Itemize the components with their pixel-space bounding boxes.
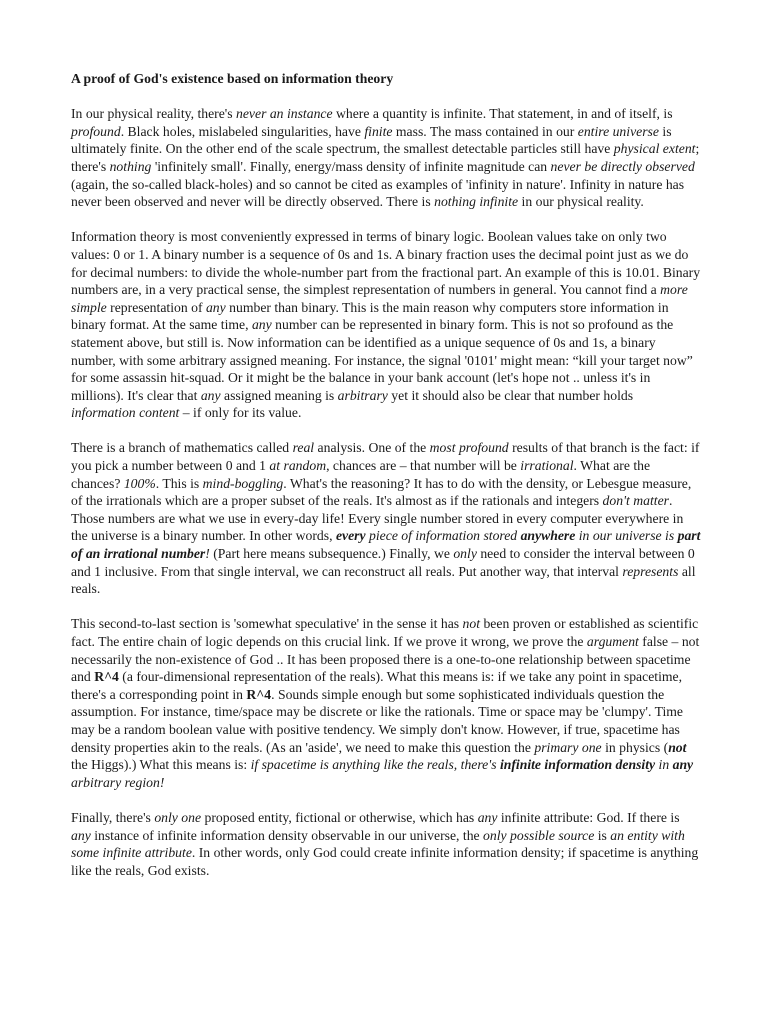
text-run: number than binary. This is the main reason why computers store information in binary format. At the same time, xyxy=(71,299,669,333)
text-run: R^4 xyxy=(246,686,272,702)
text-run: any xyxy=(672,757,694,773)
text-run: any xyxy=(477,809,498,825)
text-run: arbitrary region! xyxy=(71,774,165,790)
text-run: any xyxy=(251,317,272,333)
text-run: arbitrary xyxy=(337,387,388,403)
text-run: is xyxy=(594,827,611,843)
text-run: 'infinitely small'. Finally, energy/mass density of infinite magnitude can xyxy=(151,158,551,174)
text-run: infinite information density xyxy=(499,757,656,773)
text-run: nothing xyxy=(109,158,152,174)
text-run: never be directly observed xyxy=(550,158,695,174)
text-run: instance of infinite information density observable in our universe, the xyxy=(90,827,484,843)
text-run: . What are the chances? xyxy=(71,458,651,491)
text-run: if spacetime is anything like the reals, there's xyxy=(250,757,500,773)
text-run: nothing infinite xyxy=(434,194,519,210)
paragraph-1 xyxy=(71,105,701,211)
text-run: at random xyxy=(269,458,327,474)
text-run: not xyxy=(462,616,481,632)
text-run: the Higgs).) What this means is: xyxy=(71,757,251,773)
text-run: mass. The mass contained in our xyxy=(392,123,578,139)
text-run: only possible source xyxy=(483,827,595,843)
text-run: where a quantity is infinite. That statement, in and of itself, is xyxy=(332,106,673,122)
text-run: in our universe is xyxy=(575,528,678,544)
text-run: any xyxy=(205,299,226,315)
text-run: irrational xyxy=(520,458,574,474)
text-run: – if only for its value. xyxy=(179,405,302,421)
text-run: information content xyxy=(71,405,180,421)
text-run: 100% xyxy=(123,475,156,491)
text-run: infinite attribute: God. If there is xyxy=(497,809,680,825)
text-run: Finally, there's xyxy=(71,809,155,825)
text-run: There is a branch of mathematics called xyxy=(71,440,293,456)
text-run: in physics ( xyxy=(601,739,669,755)
text-run: profound xyxy=(71,123,121,139)
text-run: . Black holes, mislabeled singularities, have xyxy=(120,123,365,139)
text-run: finite xyxy=(364,123,393,139)
text-run: most profound xyxy=(429,440,509,456)
text-run: don't matter xyxy=(602,493,669,509)
text-run: any xyxy=(200,387,221,403)
text-run: in xyxy=(655,757,673,773)
text-run: assigned meaning is xyxy=(220,387,338,403)
text-run: In our physical reality, there's xyxy=(71,106,237,122)
paragraph-2 xyxy=(71,228,701,422)
text-run: part of an irrational number xyxy=(71,528,701,562)
text-run: only one xyxy=(154,809,202,825)
text-run: analysis. One of the xyxy=(314,440,430,456)
text-run: false – not necessarily the non-existence of God .. It has been proposed there is a one-to-one relationship between spacetime and xyxy=(71,634,700,685)
text-run: . This is xyxy=(155,475,203,491)
text-run: in our physical reality. xyxy=(518,194,644,210)
text-run: (again, the so-called black-holes) and so cannot be cited as examples of 'infinity in nature'. Infinity in nature has never been observed and never will be directly observed. There is xyxy=(71,176,685,210)
text-run: is ultimately finite. On the other end of the scale spectrum, the smallest detectable particles still have xyxy=(71,123,672,157)
text-run: physical extent xyxy=(613,141,696,157)
paragraph-5 xyxy=(71,809,701,879)
text-run: real xyxy=(292,440,315,456)
document-body xyxy=(71,105,701,879)
text-run: been proven or established as scientific fact. The entire chain of logic depends on this crucial link. If we prove it wrong, we prove the xyxy=(71,616,699,649)
document-title: A proof of God's existence based on information theory xyxy=(71,71,394,86)
text-run: never an instance xyxy=(236,106,333,122)
text-run: every xyxy=(335,528,366,544)
text-run: ! xyxy=(205,546,210,562)
text-run: yet it should also be clear that number holds xyxy=(387,387,634,403)
text-run: results of that branch is the fact: if you pick a number between 0 and 1 xyxy=(71,440,700,474)
text-run: all reals. xyxy=(71,563,696,597)
text-run: (a four-dimensional representation of the reals). What this means is: if we take any point in spacetime, there's a corresponding point in xyxy=(71,669,683,702)
text-run: proposed entity, fictional or otherwise, which has xyxy=(201,809,478,825)
text-run: mind-boggling xyxy=(202,475,284,491)
text-run: . Sounds simple enough but some sophisticated individuals question the assumption. For instance, time/space may be discrete or like the rationals. Time or space may be 'clumpy'. Time may be a random boolean value with positive tendency. We simply don't know. However, if true, spacetime has density properties akin to the reals. (As an 'aside', we need to make this question the xyxy=(71,686,684,755)
text-run: represents xyxy=(622,563,679,579)
text-run: Information theory is most conveniently expressed in terms of binary logic. Boolean values take on only two values: 0 or 1. A binary number is a sequence of 0s and 1s. A binary fraction uses the decimal point just as we do for decimal numbers: to divide the whole-number part from the fractional part. An example of this is 10.01. Binary numbers are, in a very practical sense, the simplest representation of numbers in general. You cannot find a xyxy=(71,229,701,298)
text-run: any xyxy=(71,827,91,843)
text-run: . In other words, only God could create infinite information density; if spacetime is anything like the reals, God exists. xyxy=(71,845,699,878)
text-run: R^4 xyxy=(94,669,119,685)
text-run: more simple xyxy=(71,282,688,315)
document-page xyxy=(71,70,701,879)
paragraph-3 xyxy=(71,439,701,597)
text-run: entire universe xyxy=(577,123,659,139)
paragraph-4 xyxy=(71,615,701,791)
text-run: an entity with some infinite attribute xyxy=(71,827,685,861)
text-run: . Those numbers are what we use in every-day life! Every single number stored in every computer everywhere in the universe is a binary number. In other words, xyxy=(71,493,684,544)
text-run: . What's the reasoning? It has to do with the density, or Lebesgue measure, of the irrationals which are a proper subset of the reals. It's almost as if the rationals and integers xyxy=(71,475,692,509)
text-run: This second-to-last section is 'somewhat speculative' in the sense it has xyxy=(71,616,463,632)
text-run: , chances are – that number will be xyxy=(326,458,521,474)
text-run: anywhere xyxy=(520,528,576,544)
text-run: need to consider the interval between 0 and 1 inclusive. From that single interval, we can reconstruct all reals. Put another way, that interval xyxy=(71,546,695,579)
text-run: not xyxy=(668,739,687,755)
text-run: ; there's xyxy=(71,141,700,174)
text-run: number can be represented in binary form. This is not so profound as the statement above, but still is. Now information can be identified as a unique sequence of 0s and 1s, a binary number, with some arbitrary assigned meaning. For instance, the signal '0101' might mean: “kill your target now” for some assassin hit-squad. Or it might be the balance in your bank account (let's hope not .. unless it's in millions). It's clear that xyxy=(71,317,693,403)
text-run: representation of xyxy=(106,299,206,315)
text-run: primary one xyxy=(534,739,602,755)
text-run: (Part here means subsequence.) Finally, we xyxy=(209,546,454,562)
text-run: argument xyxy=(586,634,639,649)
text-run: piece of information stored xyxy=(365,528,521,544)
text-run: only xyxy=(453,546,477,562)
